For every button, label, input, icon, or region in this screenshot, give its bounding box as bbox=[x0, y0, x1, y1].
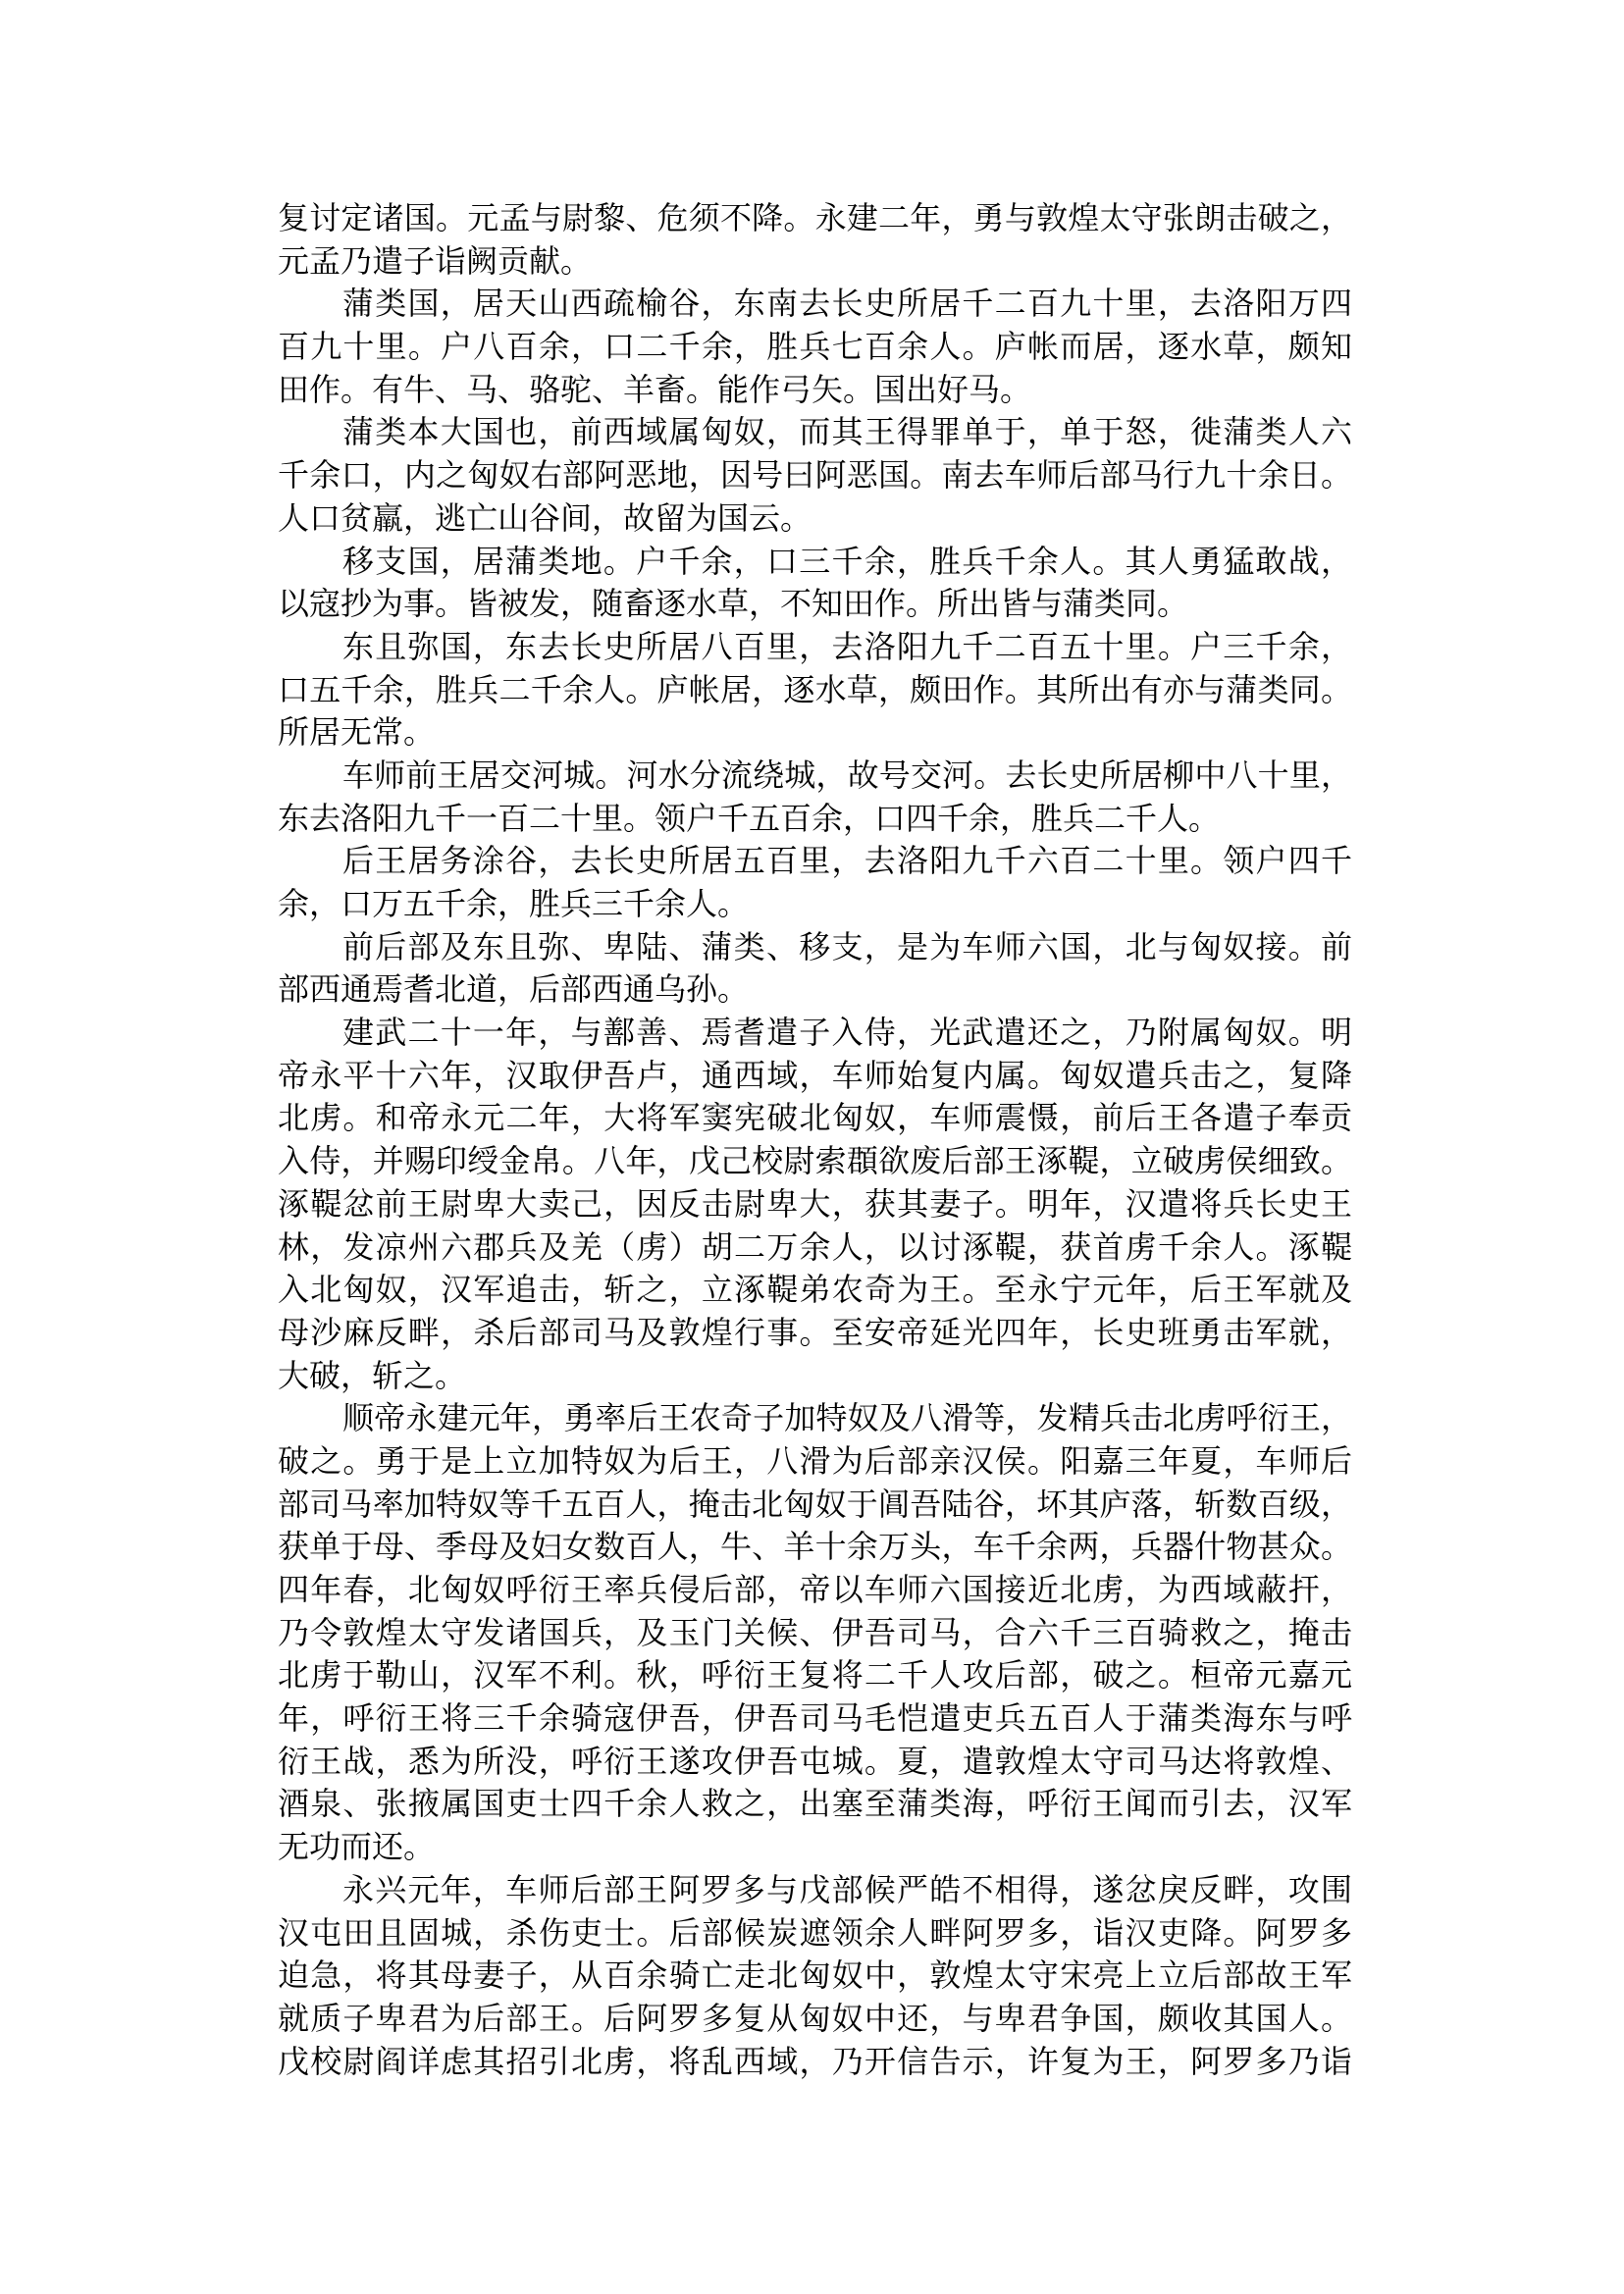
text-line: 东去洛阳九千一百二十里。领户千五百余，口四千余，胜兵二千人。 bbox=[278, 800, 1221, 836]
text-line: 乃令敦煌太守发诸国兵，及玉门关候、伊吾司马，合六千三百骑救之，掩击 bbox=[278, 1614, 1352, 1650]
text-line: 林，发凉州六郡兵及羌（虏）胡二万余人，以讨涿鞮，获首虏千余人。涿鞮 bbox=[278, 1228, 1352, 1265]
text-line: 前后部及东且弥、卑陆、蒲类、移支，是为车师六国，北与匈奴接。前 bbox=[342, 928, 1352, 965]
text-line: 入北匈奴，汉军追击，斩之，立涿鞮弟农奇为王。至永宁元年，后王军就及 bbox=[278, 1272, 1352, 1308]
text-line: 母沙麻反畔，杀后部司马及敦煌行事。至安帝延光四年，长史班勇击军就， bbox=[278, 1314, 1352, 1350]
text-line: 戊校尉阎详虑其招引北虏，将乱西域，乃开信告示，许复为王，阿罗多乃诣 bbox=[278, 2043, 1352, 2079]
text-line: 北虏于勒山，汉军不利。秋，呼衍王复将二千人攻后部，破之。桓帝元嘉元 bbox=[278, 1657, 1352, 1694]
text-line: 蒲类本大国也，前西域属匈奴，而其王得罪单于，单于怒，徙蒲类人六 bbox=[342, 414, 1352, 450]
text-line: 车师前王居交河城。河水分流绕城，故号交河。去长史所居柳中八十里， bbox=[342, 756, 1352, 793]
text-line: 千余口，内之匈奴右部阿恶地，因号曰阿恶国。南去车师后部马行九十余日。 bbox=[278, 457, 1352, 494]
text-line: 汉屯田且固城，杀伤吏士。后部候炭遮领余人畔阿罗多，诣汉吏降。阿罗多 bbox=[278, 1914, 1352, 1951]
text-line: 所居无常。 bbox=[278, 714, 436, 751]
text-line: 人口贫羸，逃亡山谷间，故留为国云。 bbox=[278, 499, 812, 536]
text-line: 田作。有牛、马、骆驼、羊畜。能作弓矢。国出好马。 bbox=[278, 371, 1032, 407]
text-line: 百九十里。户八百余，口二千余，胜兵七百余人。庐帐而居，逐水草，颇知 bbox=[278, 329, 1352, 365]
text-line: 年，呼衍王将三千余骑寇伊吾，伊吾司马毛恺遣吏兵五百人于蒲类海东与呼 bbox=[278, 1700, 1352, 1737]
text-body bbox=[278, 197, 1352, 2083]
text-line: 口五千余，胜兵二千余人。庐帐居，逐水草，颇田作。其所出有亦与蒲类同。 bbox=[278, 671, 1352, 707]
text-line: 衍王战，悉为所没，呼衍王遂攻伊吾屯城。夏，遣敦煌太守司马达将敦煌、 bbox=[278, 1743, 1352, 1779]
text-line: 入侍，并赐印绶金帛。八年，戊己校尉索頵欲废后部王涿鞮，立破虏侯细致。 bbox=[278, 1143, 1352, 1179]
text-line: 复讨定诸国。元孟与尉黎、危须不降。永建二年，勇与敦煌太守张朗击破之， bbox=[278, 200, 1352, 235]
text-line: 四年春，北匈奴呼衍王率兵侵后部，帝以车师六国接近北虏，为西域蔽扞， bbox=[278, 1572, 1352, 1607]
text-line: 破之。勇于是上立加特奴为后王，八滑为后部亲汉侯。阳嘉三年夏，车师后 bbox=[278, 1442, 1352, 1479]
text-line: 获单于母、季母及妇女数百人，牛、羊十余万头，车千余两，兵器什物甚众。 bbox=[278, 1529, 1352, 1565]
text-line: 大破，斩之。 bbox=[278, 1357, 467, 1393]
text-line: 元孟乃遣子诣阙贡献。 bbox=[278, 242, 593, 279]
text-line: 部西通焉耆北道，后部西通乌孙。 bbox=[278, 971, 750, 1008]
text-line: 建武二十一年，与鄯善、焉耆遣子入侍，光武遣还之，乃附属匈奴。明 bbox=[342, 1015, 1352, 1051]
text-line: 以寇抄为事。皆被发，随畜逐水草，不知田作。所出皆与蒲类同。 bbox=[278, 586, 1189, 622]
text-line: 帝永平十六年，汉取伊吾卢，通西域，车师始复内属。匈奴遣兵击之，复降 bbox=[278, 1057, 1352, 1093]
text-line: 无功而还。 bbox=[278, 1829, 436, 1865]
text-line: 就质子卑君为后部王。后阿罗多复从匈奴中还，与卑君争国，颇收其国人。 bbox=[278, 2000, 1352, 2036]
text-line: 后王居务涂谷，去长史所居五百里，去洛阳九千六百二十里。领户四千 bbox=[342, 843, 1352, 879]
text-line: 蒲类国，居天山西疏榆谷，东南去长史所居千二百九十里，去洛阳万四 bbox=[342, 286, 1352, 322]
text-line: 迫急，将其母妻子，从百余骑亡走北匈奴中，敦煌太守宋亮上立后部故王军 bbox=[278, 1957, 1352, 1994]
text-line: 移支国，居蒲类地。户千余，口三千余，胜兵千余人。其人勇猛敢战， bbox=[342, 543, 1352, 579]
text-line: 东且弥国，东去长史所居八百里，去洛阳九千二百五十里。户三千余， bbox=[342, 628, 1352, 664]
text-line: 酒泉、张掖属国吏士四千余人救之，出塞至蒲类海，呼衍王闻而引去，汉军 bbox=[278, 1786, 1352, 1822]
text-line: 北虏。和帝永元二年，大将军窦宪破北匈奴，车师震慑，前后王各遣子奉贡 bbox=[278, 1100, 1352, 1136]
text-line: 余，口万五千余，胜兵三千余人。 bbox=[278, 886, 750, 921]
text-line: 顺帝永建元年，勇率后王农奇子加特奴及八滑等，发精兵击北虏呼衍王， bbox=[342, 1400, 1352, 1436]
text-line: 永兴元年，车师后部王阿罗多与戊部候严皓不相得，遂忿戾反畔，攻围 bbox=[342, 1871, 1352, 1907]
text-line: 涿鞮忿前王尉卑大卖己，因反击尉卑大，获其妻子。明年，汉遣将兵长史王 bbox=[278, 1185, 1352, 1222]
text-line: 部司马率加特奴等千五百人，掩击北匈奴于阊吾陆谷，坏其庐落，斩数百级， bbox=[278, 1486, 1352, 1522]
